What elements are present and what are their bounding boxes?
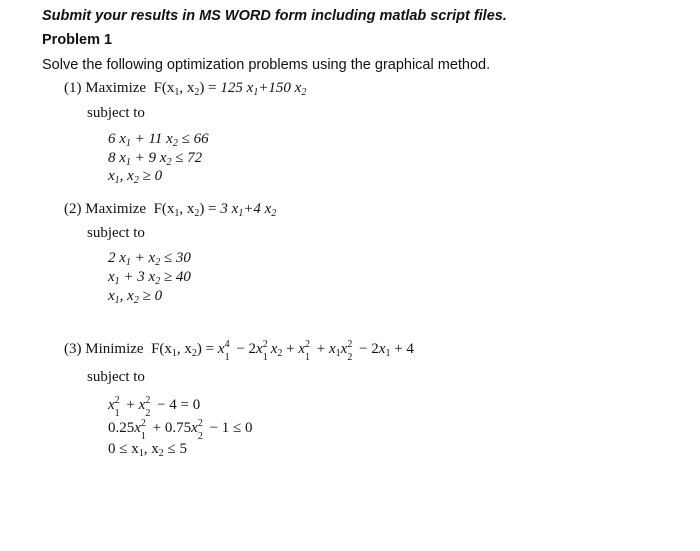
assignment-header: Submit your results in MS WORD form including matlab script files. <box>42 8 507 24</box>
problem-2-constraint-2: $x_1 + 3$ $x_2 \ge 40$ <box>108 269 191 287</box>
problem-1-constraint-3: $x_1$, $x_2 \ge 0$ <box>108 168 163 186</box>
problem-3-number: (3) <box>64 341 82 357</box>
problem-3-objective <box>64 339 414 363</box>
problem-3-constraint-1: x 2 1 + x 2 2 − 4 = 0 <box>108 395 201 419</box>
problem-3-subject-to: subject to <box>87 369 145 385</box>
problem-1-verb: Maximize <box>85 80 147 96</box>
instruction-text: Solve the following optimization problems using the graphical method. <box>42 57 491 73</box>
problem-3-constraint-2: 0.25x 2 1 + 0.75x 2 2 − 1 ≤ 0 <box>108 418 253 442</box>
problem-2-function: $F(x_1$, $x_2) = 3$ $x_1+4$ $x_2$ <box>149 201 277 219</box>
problem-1-number: (1) <box>64 80 82 96</box>
problem-2-verb: Maximize <box>85 201 147 217</box>
problem-title: Problem 1 <box>42 32 113 48</box>
problem-3-verb: Minimize <box>85 341 144 357</box>
problem-2-subject-to: subject to <box>87 225 145 241</box>
problem-2-constraint-3: $x_1$, $x_2 \ge 0$ <box>108 288 163 306</box>
problem-1-constraint-1: 6 $x_1 + 11$ $x_2 \le 66$ <box>108 131 209 149</box>
problem-2-number: (2) <box>64 201 82 217</box>
problem-1-constraint-2: 8 $x_1 + 9$ $x_2 \le 72$ <box>108 150 203 168</box>
problem-1-function: $F(x_1$, $x_2) = 125$ $x_1+150$ $x_2$ <box>149 80 307 98</box>
problem-3-function: $F(x_1$, $x_2) = x$ 4 1 − 2x 2 1 $x_2 + x$ 2 1 + $x_1x$ 2 2 − $2x_1 + 4$ <box>147 339 414 363</box>
problem-1-subject-to: subject to <box>87 105 145 121</box>
problem-3-constraint-3: $0 \le x_1$, $x_2 \le 5$ <box>108 441 187 459</box>
problem-2-objective <box>64 201 276 218</box>
problem-2-constraint-1: 2 $x_1 + x_2 \le 30$ <box>108 250 191 268</box>
problem-1-objective <box>64 80 306 97</box>
